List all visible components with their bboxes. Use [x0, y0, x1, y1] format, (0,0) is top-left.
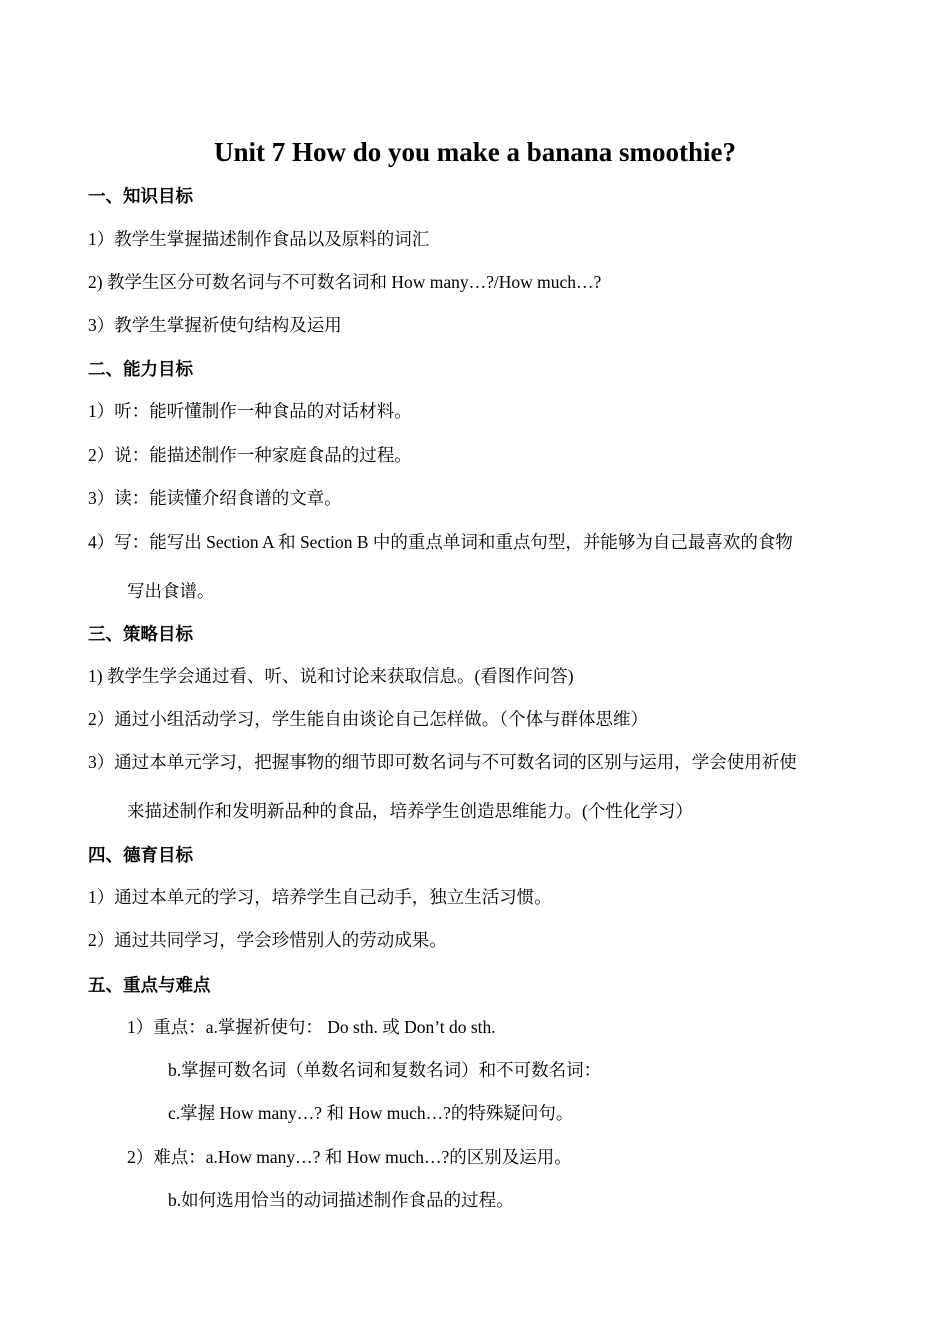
- document-title: Unit 7 How do you make a banana smoothie?: [213, 137, 737, 167]
- difficulty-2b: b.如何选用恰当的动词描述制作食品的过程。: [168, 1190, 514, 1210]
- key-point-1c: c.掌握 How many…? 和 How much…?的特殊疑问句。: [168, 1103, 574, 1123]
- knowledge-item-2: 2) 教学生区分可数名词与不可数名词和 How many…?/How much…?: [88, 272, 602, 292]
- ability-item-2: 2）说：能描述制作一种家庭食品的过程。: [88, 445, 412, 465]
- section-heading-moral: 四、德育目标: [88, 845, 193, 865]
- strategy-item-1: 1) 教学生学会通过看、听、说和讨论来获取信息。(看图作问答): [88, 666, 574, 686]
- knowledge-item-3: 3）教学生掌握祈使句结构及运用: [88, 315, 342, 335]
- ability-item-1: 1）听：能听懂制作一种食品的对话材料。: [88, 401, 412, 421]
- ability-item-3: 3）读：能读懂介绍食谱的文章。: [88, 488, 342, 508]
- knowledge-item-1: 1）教学生掌握描述制作食品以及原料的词汇: [88, 229, 430, 249]
- section-heading-ability: 二、能力目标: [88, 359, 193, 379]
- moral-item-1: 1）通过本单元的学习，培养学生自己动手，独立生活习惯。: [88, 887, 552, 907]
- key-point-1a: 1）重点：a.掌握祈使句： Do sth. 或 Don’t do sth.: [127, 1017, 496, 1037]
- section-heading-strategy: 三、策略目标: [88, 624, 193, 644]
- section-heading-key-points: 五、重点与难点: [88, 975, 211, 995]
- ability-item-4-continued: 写出食谱。: [127, 581, 215, 601]
- section-heading-knowledge: 一、知识目标: [88, 186, 193, 206]
- ability-item-4: 4）写：能写出 Section A 和 Section B 中的重点单词和重点句型，并能够为自己最喜欢的食物: [88, 532, 793, 552]
- strategy-item-3-continued: 来描述制作和发明新品种的食品，培养学生创造思维能力。(个性化学习）: [127, 801, 693, 821]
- strategy-item-3: 3）通过本单元学习，把握事物的细节即可数名词与不可数名词的区别与运用，学会使用祈使: [88, 752, 797, 772]
- key-point-1b: b.掌握可数名词（单数名词和复数名词）和不可数名词：: [168, 1060, 602, 1080]
- moral-item-2: 2）通过共同学习，学会珍惜别人的劳动成果。: [88, 930, 447, 950]
- strategy-item-2: 2）通过小组活动学习，学生能自由谈论自己怎样做。（个体与群体思维）: [88, 709, 648, 729]
- difficulty-2a: 2）难点：a.How many…? 和 How much…?的区别及运用。: [127, 1147, 572, 1167]
